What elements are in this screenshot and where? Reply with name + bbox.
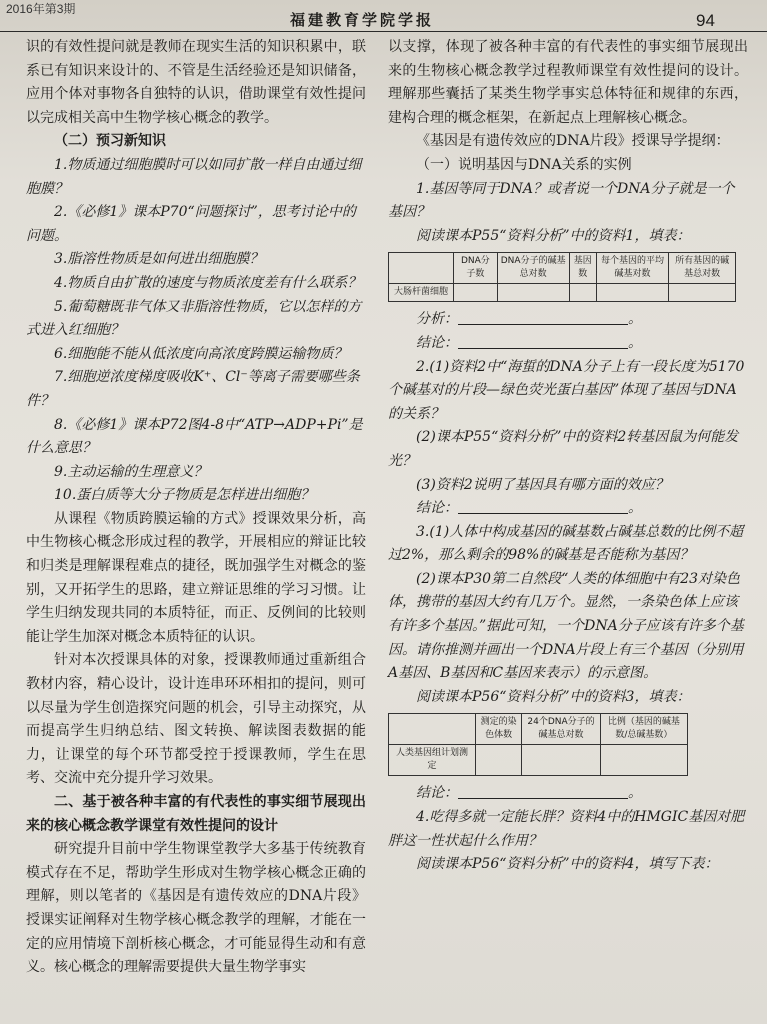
answer-blank [458,499,628,514]
table-cell [522,745,601,776]
question-7: 7.细胞逆浓度梯度吸收K⁺、Cl⁻等离子需要哪些条件？ [26,369,360,409]
table-cell [669,284,736,302]
right-column [388,36,748,877]
page-header [0,0,767,34]
table-cell [476,745,522,776]
question-3: 3.脂溶性物质是如何进出细胞膜？ [54,251,264,268]
table-header-cell: 每个基因的平均碱基对数 [596,253,668,284]
table-cell [497,284,569,302]
table-header-cell: 比例（基因的碱基数/总碱基数） [600,714,687,745]
question-4: 4.物质自由扩散的速度与物质浓度差有什么联系？ [54,274,362,291]
answer-blank [458,310,628,325]
question: 2.(1)资料2中“海蜇的DNA分子上有一段长度为5170个碱基对的片段—绿色荧光蛋白基因”体现了基因与DNA的关系？ [388,358,745,422]
question: (2)课本P30第二自然段“人类的体细胞中有23对染色体，携带的基因大约有几万个。显然，一条染色体上应该有许多个基因。”据此可知，一个DNA分子应该有许多个基因。请你推测并画出一个DNA片段上有三个基因（分别用A基因、B基因和C基因来表示）的示意图。 [388,570,744,682]
paragraph: 针对本次授课具体的对象，授课教师通过重新组合教材内容，精心设计，设计连串环环相扣的提问，则可以尽量为学生创造探究问题的机会，引导主动探究，从而提高学生归纳总结、图文转换、解读图表数据的能力，让课堂的每个环节都受控于授课教师，学生在思考、交流中充分提升学习效果。 [26,652,366,787]
table-cell [569,284,596,302]
conclusion-line: 结论： 。 [416,500,642,517]
left-column [26,36,366,980]
table-header-cell: 测定的染色体数 [476,714,522,745]
analysis-label: 分析： [416,311,458,328]
table-header-row [389,714,688,745]
answer-blank [458,334,628,349]
question-10: 10.蛋白质等大分子物质是怎样进出细胞？ [54,487,315,504]
subsection-heading: （一）说明基因与DNA关系的实例 [416,156,632,173]
conclusion-label: 结论： [416,785,458,802]
table-cell [454,284,498,302]
table-header-cell [389,714,476,745]
paragraph: 识的有效性提问就是教师在现实生活的知识积累中，联系已有知识来设计的、不管是生活经验还是知识储备，应用个体对事物各自独特的认识，借助课堂有效性提问以完成相关高中生物学核心概念的教学。 [26,39,366,126]
question: (2)课本P55“资料分析”中的资料2转基因鼠为何能发光？ [388,429,739,469]
issue-label: 2016年第3期 [6,2,76,16]
table-header-cell: DNA分子数 [454,253,498,284]
conclusion-line: 结论： 。 [416,785,642,802]
journal-title: 福建教育学院学报 [290,11,435,29]
table-header-cell: DNA分子的碱基总对数 [497,253,569,284]
paragraph: 从课程《物质跨膜运输的方式》授课效果分析，高中生物核心概念形成过程的教学，开展相应的辩证比较和归类是理解课程难点的捷径，既加强学生对概念的鉴别，又开拓学生的思路，建立辩证思维的学习习惯。让学生归纳发现共同的本质特征，而正、反例间的比较则能让学生加深对概念本质特征的认识。 [26,510,366,645]
conclusion-label: 结论： [416,334,458,351]
table-human-genome [388,713,688,776]
table-header-cell: 所有基因的碱基总对数 [669,253,736,284]
table-header-row [389,253,736,284]
paragraph: 研究提升目前中学生物课堂教学大多基于传统教育模式存在不足，帮助学生形成对生物学核心概念正确的理解，则以笔者的《基因是有遗传效应的DNA片段》授课实证阐释对生物学核心概念教学的理解，才能在一定的应用情境下剖析核心概念，才可能显得生动和有意义。核心概念的理解需要提供大量生物学事实 [26,841,366,976]
page-number: 94 [696,11,715,30]
table-cell: 大肠杆菌细胞 [389,284,454,302]
conclusion-label: 结论： [416,500,458,517]
analysis-line: 分析： 。 [416,311,642,328]
question: (3)资料2说明了基因具有哪方面的效应？ [416,476,669,493]
table-header-cell [389,253,454,284]
answer-blank [458,784,628,799]
outline-title: 《基因是有遗传效应的DNA片段》授课导学提纲： [416,133,730,150]
paragraph: 以支撑，体现了被各种丰富的有代表性的事实细节展现出来的生物核心概念教学过程教师课堂有效性提问的设计。理解那些囊括了某类生物学事实总体特征和规律的东西，建构合理的概念框架，在新起点上理解核心概念。 [388,39,748,126]
header-rule [0,31,767,32]
question-6: 6.细胞能不能从低浓度向高浓度跨膜运输物质？ [54,345,348,362]
table-row [389,745,688,776]
question-1: 1.物质通过细胞膜时可以如同扩散一样自由通过细胞膜？ [26,156,362,197]
question-5: 5.葡萄糖既非气体又非脂溶性物质，它以怎样的方式进入红细胞？ [26,298,362,339]
table-row [389,284,736,302]
section-heading: 二、基于被各种丰富的有代表性的事实细节展现出来的核心概念教学课堂有效性提问的设计 [26,794,366,834]
table-header-cell: 基因数 [569,253,596,284]
reading-instruction: 阅读课本P55“资料分析”中的资料1，填表： [416,227,691,244]
conclusion-line: 结论： 。 [416,334,642,351]
question: 4.吃得多就一定能长胖？资料4中的HMGIC基因对肥胖这一性状起什么作用？ [388,809,745,849]
question: 3.(1)人体中构成基因的碱基数占碱基总数的比例不超过2%，那么剩余的98%的碱基是否能称为基因？ [388,523,744,564]
question-8: 8.《必修1》课本P72图4-8中“ATP→ADP+Pi”是什么意思？ [26,416,363,457]
table-dna-genes [388,252,736,302]
question-9: 9.主动运输的生理意义？ [54,463,208,480]
section-heading: （二）预习新知识 [54,133,166,150]
table-cell [596,284,668,302]
question-2: 2.《必修1》课本P70“问题探讨”，思考讨论中的问题。 [26,204,356,244]
table-cell: 人类基因组计划测定 [389,745,476,776]
table-cell [600,745,687,776]
question: 1.基因等同于DNA？或者说一个DNA分子就是一个基因？ [388,180,735,221]
table-header-cell: 24个DNA分子的碱基总对数 [522,714,601,745]
reading-instruction: 阅读课本P56“资料分析”中的资料3，填表： [416,688,691,705]
reading-instruction: 阅读课本P56“资料分析”中的资料4，填写下表： [416,856,719,873]
